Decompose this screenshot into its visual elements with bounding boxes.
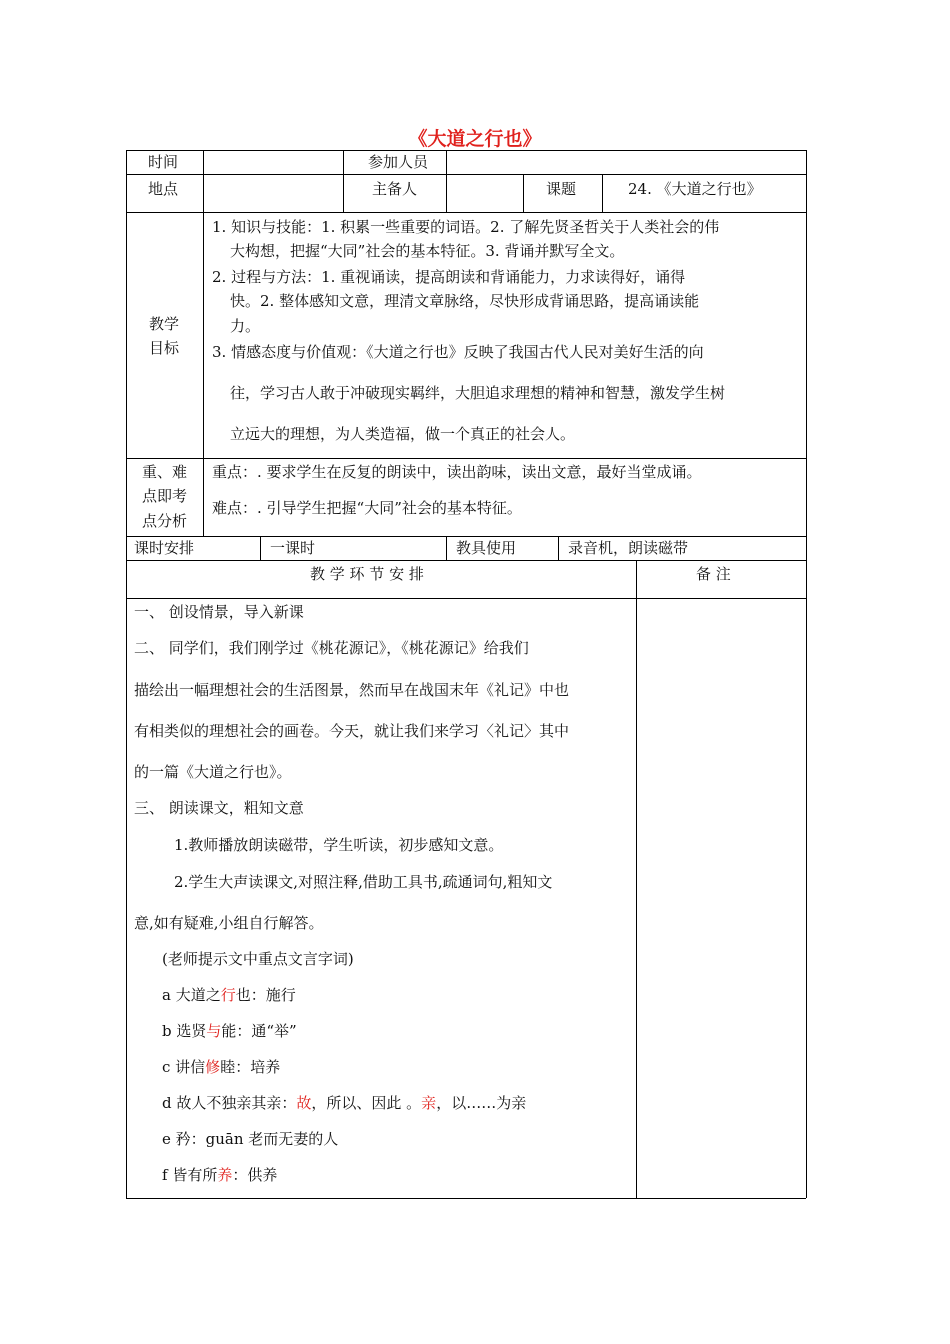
vocab-item-f (162, 1165, 277, 1185)
process-item-1: 1.教师播放朗读磁带，学生听读，初步感知文意。 (174, 836, 504, 854)
vocab-item-d (162, 1093, 526, 1113)
vocab-item-a (162, 985, 296, 1005)
vocab-item-b (162, 1021, 297, 1041)
row-divider (126, 536, 806, 537)
vocab-item-e: e 矜：guān 老而无妻的人 (162, 1130, 339, 1148)
col-divider (446, 150, 447, 212)
process-item-2: 2.学生大声读课文,对照注释,借助工具书,疏通词句,粗知文 (174, 873, 553, 891)
vocab-text: f 皆有所 (162, 1166, 218, 1184)
topic-label: 课题 (546, 180, 577, 198)
notes-header: 备 注 (696, 565, 731, 583)
difficult-point: 难点：. 引导学生把握“大同”社会的基本特征。 (212, 499, 522, 517)
col-divider (806, 150, 807, 1198)
analysis-label: 重、难 (142, 463, 188, 481)
vocab-keyword: 亲 (421, 1094, 437, 1112)
vocab-text: a 大道之 (162, 986, 221, 1004)
vocab-keyword: 故 (296, 1094, 312, 1112)
vocab-text: d 故人不独亲其亲： (162, 1094, 297, 1112)
process-step-1: 一、 创设情景，导入新课 (134, 603, 304, 621)
col-divider (602, 174, 603, 212)
vocab-keyword: 养 (217, 1166, 233, 1184)
col-divider (636, 560, 637, 1198)
process-item-2: 意,如有疑难,小组自行解答。 (134, 914, 324, 932)
lesson-plan-table (126, 150, 806, 1198)
vocab-keyword: 修 (205, 1058, 221, 1076)
vocab-item-c (162, 1057, 280, 1077)
process-header: 教 学 环 节 安 排 (310, 565, 424, 583)
vocab-text: 能：通“举” (221, 1022, 297, 1040)
process-step-2-line: 描绘出一幅理想社会的生活图景，然而早在战国末年《礼记》中也 (134, 681, 570, 699)
vocab-text: c 讲信 (162, 1058, 206, 1076)
page-title: 《大道之行也》 (408, 128, 542, 150)
objective-line: 快。2. 整体感知文意，理清文章脉络，尽快形成背诵思路，提高诵读能 (230, 292, 700, 310)
hours-label: 课时安排 (134, 539, 195, 557)
col-divider (203, 150, 204, 212)
objectives-label: 教学 (149, 315, 180, 333)
vocab-text: ：供养 (232, 1166, 278, 1184)
row-divider (126, 174, 806, 175)
vocab-text: ，所以、因此 。 (311, 1094, 422, 1112)
col-divider (203, 212, 204, 536)
row-divider (126, 150, 806, 151)
objective-line: 往，学习古人敢于冲破现实羁绊，大胆追求理想的精神和智慧，激发学生树 (230, 384, 726, 402)
tools-value: 录音机，朗读磁带 (568, 539, 689, 557)
preparer-label: 主备人 (372, 180, 418, 198)
analysis-label: 点分析 (142, 512, 188, 530)
row-divider (126, 212, 806, 213)
row-divider (126, 458, 806, 459)
process-step-2-line: 的一篇《大道之行也》。 (134, 763, 292, 781)
hours-value: 一课时 (270, 539, 316, 557)
vocab-text: 也：施行 (235, 986, 296, 1004)
process-step-2-line: 二、 同学们，我们刚学过《桃花源记》，《桃花源记》给我们 (134, 639, 529, 657)
col-divider (558, 536, 559, 560)
vocab-keyword: 行 (220, 986, 236, 1004)
vocab-text: b 选贤 (162, 1022, 207, 1040)
col-divider (260, 536, 261, 560)
col-divider (446, 536, 447, 560)
vocab-text: 睦：培养 (220, 1058, 281, 1076)
topic-value: 24. 《大道之行也》 (628, 180, 762, 198)
objective-line: 1. 知识与技能：1. 积累一些重要的词语。2. 了解先贤圣哲关于人类社会的伟 (212, 218, 720, 236)
objective-line: 力。 (230, 317, 261, 335)
teacher-hint: (老师提示文中重点文言字词) (162, 950, 354, 968)
process-step-2-line: 有相类似的理想社会的画卷。今天，就让我们来学习〈礼记〉其中 (134, 722, 570, 740)
vocab-text: ，以……为亲 (436, 1094, 527, 1112)
objective-line: 3. 情感态度与价值观：《大道之行也》反映了我国古代人民对美好生活的向 (212, 343, 704, 361)
place-label: 地点 (148, 180, 179, 198)
time-label: 时间 (148, 153, 179, 171)
vocab-keyword: 与 (206, 1022, 222, 1040)
objectives-label: 目标 (149, 339, 180, 357)
tools-label: 教具使用 (456, 539, 517, 557)
col-divider (126, 150, 127, 1198)
col-divider (343, 150, 344, 212)
process-step-3: 三、 朗读课文，粗知文意 (134, 799, 304, 817)
analysis-label: 点即考 (142, 487, 188, 505)
row-divider (126, 598, 806, 599)
objective-line: 立远大的理想，为人类造福，做一个真正的社会人。 (230, 425, 576, 443)
row-divider (126, 560, 806, 561)
row-divider (126, 1198, 806, 1199)
col-divider (523, 174, 524, 212)
objective-line: 2. 过程与方法：1. 重视诵读，提高朗读和背诵能力，力求读得好，诵得 (212, 268, 686, 286)
participants-label: 参加人员 (368, 153, 429, 171)
key-point: 重点：. 要求学生在反复的朗读中，读出韵味，读出文意，最好当堂成诵。 (212, 463, 702, 481)
objective-line: 大构想，把握“大同”社会的基本特征。3. 背诵并默写全文。 (230, 242, 625, 260)
